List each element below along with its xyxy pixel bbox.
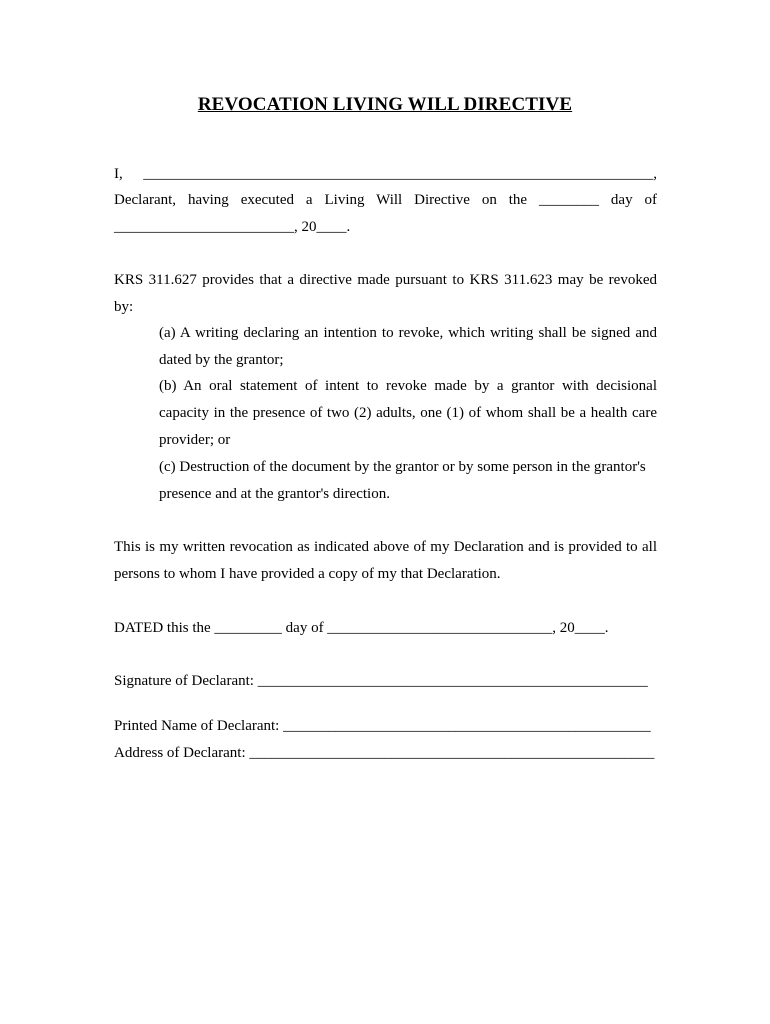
declarant-name-line: I, ____________________________________________________________________, (114, 166, 657, 182)
item-a-line-2: dated by the grantor; (159, 352, 284, 368)
item-b-line-3: provider; or (159, 432, 231, 448)
declarant-date-line: ________________________, 20____. (114, 219, 351, 235)
printed-name-line: Printed Name of Declarant: _________________________________________________ (114, 718, 651, 734)
declarant-execution-line: Declarant, having executed a Living Will Directive on the ________ day of (114, 192, 657, 208)
item-c-line-2: presence and at the grantor's direction. (159, 486, 390, 502)
dated-line: DATED this the _________ day of ______________________________, 20____. (114, 620, 609, 636)
krs-paragraph-line-2: by: (114, 299, 134, 315)
document-title: REVOCATION LIVING WILL DIRECTIVE (197, 94, 573, 115)
item-a-line-1: (a) A writing declaring an intention to revoke, which writing shall be signed and (159, 325, 657, 341)
address-line: Address of Declarant: ______________________________________________________ (114, 745, 655, 761)
krs-paragraph-line-1: KRS 311.627 provides that a directive made pursuant to KRS 311.623 may be revoked (114, 272, 657, 288)
written-revocation-line-1: This is my written revocation as indicated above of my Declaration and is provided to all (114, 539, 657, 555)
signature-line: Signature of Declarant: ____________________________________________________ (114, 673, 648, 689)
item-b-line-2: capacity in the presence of two (2) adults, one (1) of whom shall be a health care (159, 405, 657, 421)
written-revocation-line-2: persons to whom I have provided a copy of my that Declaration. (114, 566, 501, 582)
item-b-line-1: (b) An oral statement of intent to revoke made by a grantor with decisional (159, 378, 657, 394)
item-c-line-1: (c) Destruction of the document by the grantor or by some person in the grantor's (159, 459, 646, 475)
